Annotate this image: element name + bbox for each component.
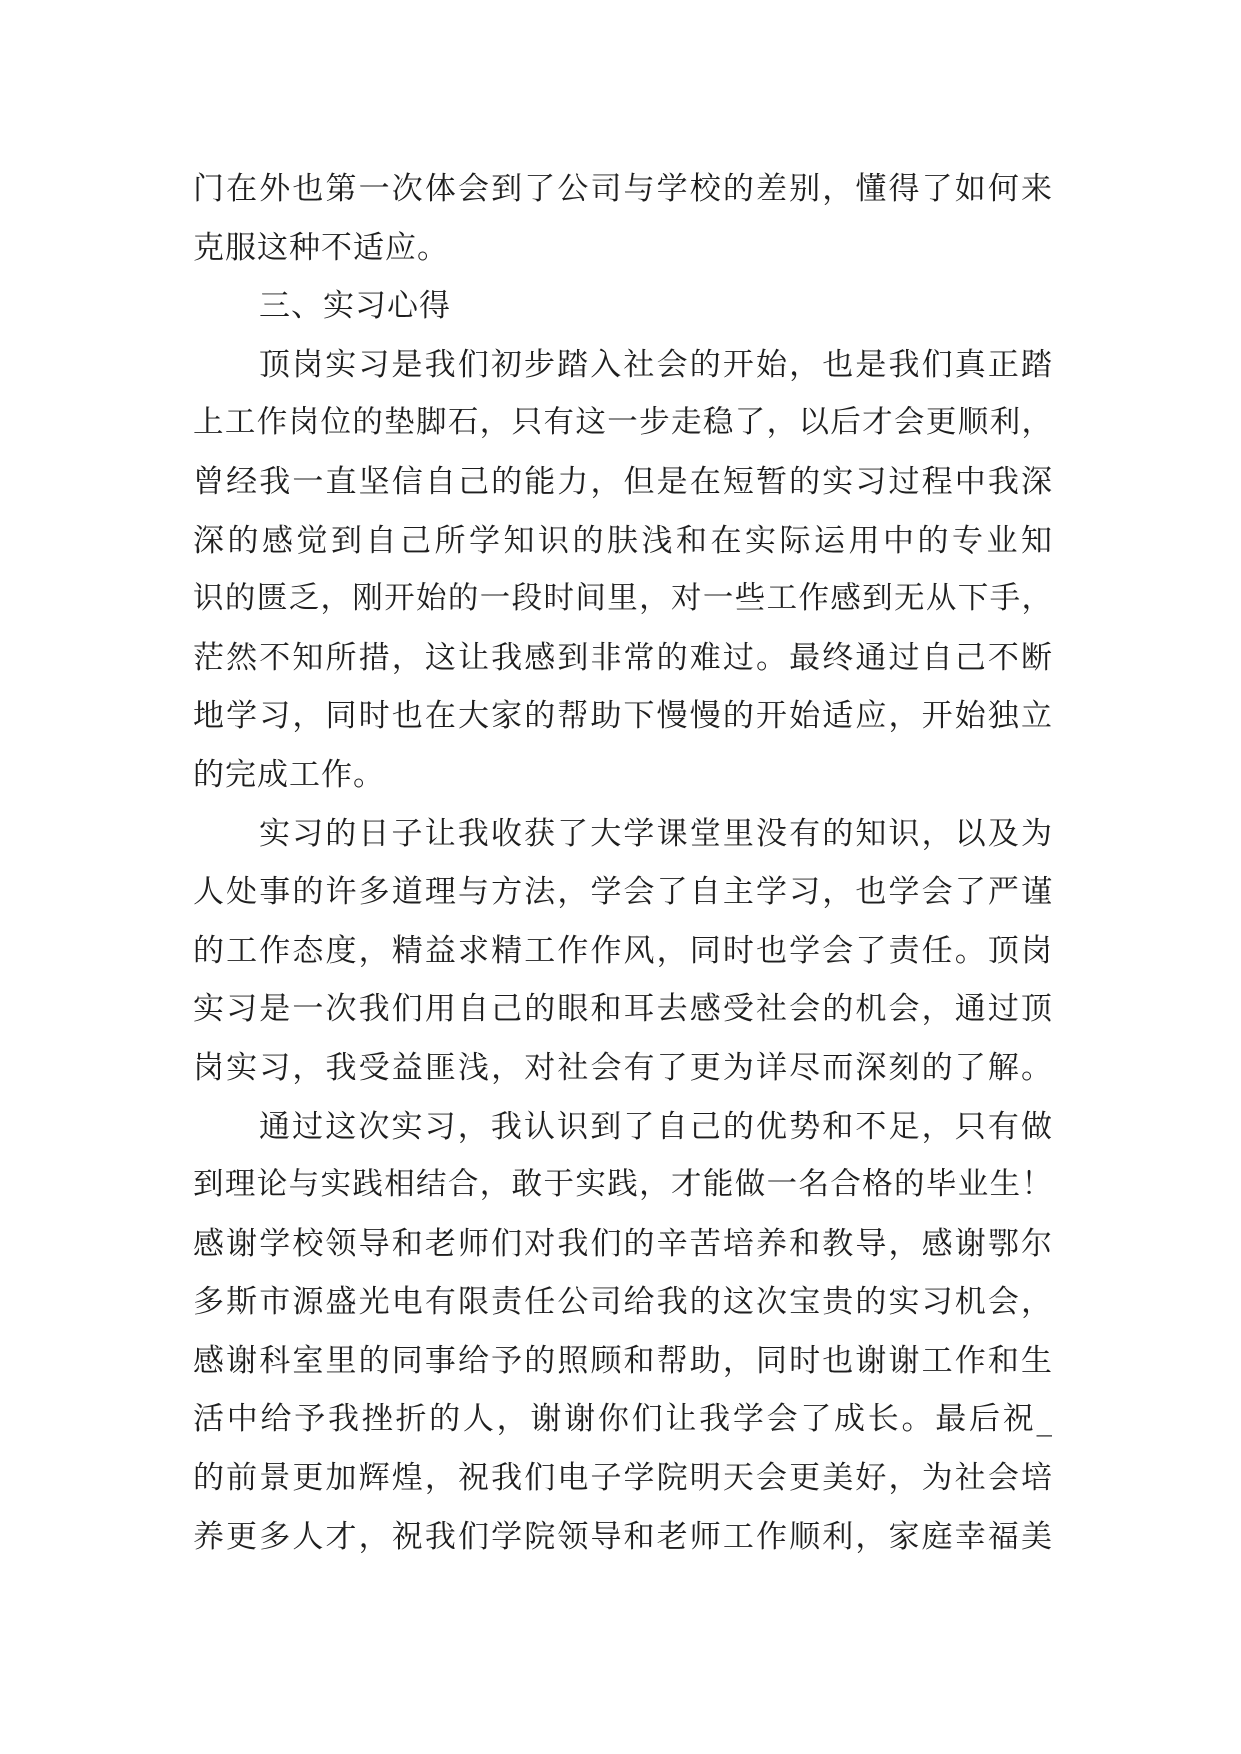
text-line: 茫然不知所措，这让我感到非常的难过。最终通过自己不断 [193, 639, 1053, 676]
text-line: 地学习，同时也在大家的帮助下慢慢的开始适应，开始独立 [193, 698, 1053, 735]
text-line: 感谢学校领导和老师们对我们的辛苦培养和教导，感谢鄂尔 [193, 1225, 1053, 1262]
text-line: 岗实习，我受益匪浅，对社会有了更为详尽而深刻的了解。 [193, 1049, 1053, 1086]
text-line: 到理论与实践相结合，敢于实践，才能做一名合格的毕业生！ [193, 1167, 1053, 1203]
text-line: 上工作岗位的垫脚石，只有这一步走稳了，以后才会更顺利， [193, 405, 1053, 441]
text-line: 通过这次实习，我认识到了自己的优势和不足，只有做 [259, 1108, 1053, 1145]
text-line: 顶岗实习是我们初步踏入社会的开始，也是我们真正踏 [259, 346, 1053, 383]
text-line: 三、实习心得 [259, 288, 451, 325]
text-line: 的前景更加辉煌，祝我们电子学院明天会更美好，为社会培 [193, 1460, 1053, 1497]
text-line: 克服这种不适应。 [193, 229, 449, 266]
text-line: 的工作态度，精益求精工作作风，同时也学会了责任。顶岗 [193, 932, 1053, 969]
text-line: 活中给予我挫折的人，谢谢你们让我学会了成长。最后祝_ [193, 1401, 1053, 1438]
text-line: 门在外也第一次体会到了公司与学校的差别，懂得了如何来 [193, 171, 1053, 207]
text-line: 曾经我一直坚信自己的能力，但是在短暂的实习过程中我深 [193, 463, 1053, 500]
document-body [193, 160, 1053, 1566]
text-line: 养更多人才，祝我们学院领导和老师工作顺利，家庭幸福美 [193, 1518, 1053, 1555]
text-line: 人处事的许多道理与方法，学会了自主学习，也学会了严谨 [193, 874, 1053, 911]
text-line: 实习的日子让我收获了大学课堂里没有的知识，以及为 [259, 815, 1053, 852]
text-line: 实习是一次我们用自己的眼和耳去感受社会的机会，通过顶 [193, 991, 1053, 1028]
text-line: 多斯市源盛光电有限责任公司给我的这次宝贵的实习机会， [193, 1284, 1053, 1321]
text-line: 深的感觉到自己所学知识的肤浅和在实际运用中的专业知 [193, 522, 1053, 559]
text-line: 识的匮乏，刚开始的一段时间里，对一些工作感到无从下手， [193, 581, 1053, 617]
text-line: 的完成工作。 [193, 756, 385, 793]
text-line: 感谢科室里的同事给予的照顾和帮助，同时也谢谢工作和生 [193, 1342, 1053, 1379]
